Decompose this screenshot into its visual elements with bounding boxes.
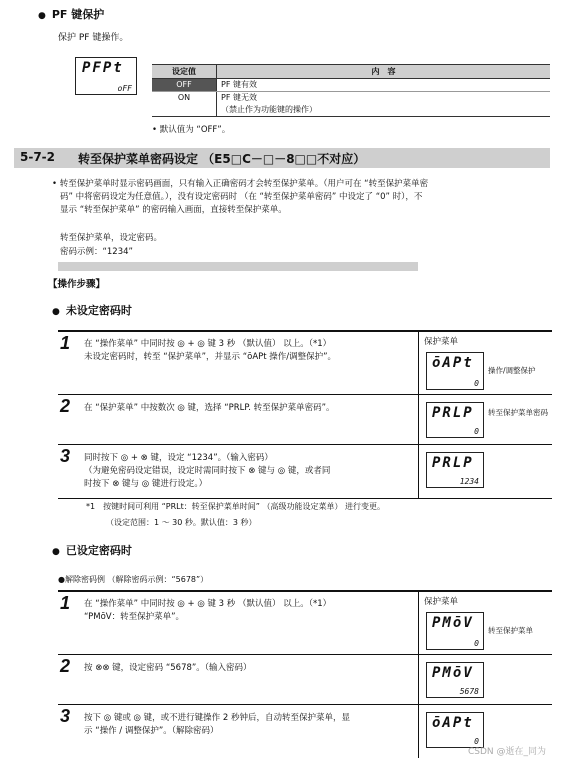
lcd-side-label: 操作/调整保护	[488, 366, 536, 375]
watermark: CSDN @逝在_同为	[468, 747, 547, 757]
no-pw-step1-text: 在 “操作菜单” 中同时按 ◎ + ◎ 键 3 秒 （默认值） 以上。（*1） 未设定密码时，转至 “保护菜单”，并显示 “ōAPt 操作/调整保护”。	[84, 339, 337, 362]
pf-lcd-top: PFPt	[82, 60, 124, 76]
no-pw-step1-lcd: ōAPt 0	[426, 352, 484, 390]
pf-table-row: （禁止作为功能键的操作）	[152, 104, 550, 117]
with-pw-step2-lcd: PMōV 5678	[426, 662, 484, 698]
footnote-2: （设定范围：1 ～ 30 秒。默认值：3 秒）	[106, 518, 257, 527]
with-pw-step1-text: 在 “操作菜单” 中同时按 ◎ + ◎ 键 3 秒 （默认值） 以上。（*1） “PMōV：转至保护菜单”。	[84, 599, 332, 622]
step-number: 1	[60, 593, 71, 613]
no-pw-step3-lcd: PRLP 1234	[426, 452, 484, 488]
footnote-1: *1 按键时间可利用 “PRLt：转至保护菜单时间” （高级功能设定菜单） 进行变更。	[86, 502, 385, 511]
pf-lcd-bottom: oFF	[117, 84, 132, 93]
with-pw-heading: ● 已设定密码时	[52, 542, 132, 558]
pf-heading: ● PF 键保护	[38, 6, 104, 22]
panel-title: 保护菜单	[424, 597, 459, 607]
no-pw-step2-text: 在 “保护菜单” 中按数次 ◎ 键，选择 “PRLP. 转至保护菜单密码”。	[84, 403, 335, 413]
procedure-label: 【操作步骤】	[48, 279, 106, 290]
pf-table-row: ON PF 键无效	[152, 91, 550, 104]
no-pw-heading: ● 未设定密码时	[52, 302, 132, 318]
with-pw-step3-text: 按下 ◎ 键或 ◎ 键，或不进行键操作 2 秒钟后，自动转至保护菜单，显 示 “操作 / 调整保护”。（解除密码）	[84, 713, 350, 736]
pf-table-head-content: 内 容	[371, 67, 396, 76]
section-number: 5-7-2	[20, 150, 56, 164]
no-pw-step3-text: 同时按下 ◎ + ⊗ 键，设定 “1234”。（输入密码） （为避免密码设定错误，设定时需同时按下 ⊗ 键与 ◎ 键，或者同 时按下 ⊗ 键与 ◎ 键进行设定。）	[84, 453, 331, 489]
with-pw-step2-text: 按 ⊗⊗ 键，设定密码 “5678”。（输入密码）	[84, 663, 252, 673]
with-pw-step3-lcd: ōAPt 0	[426, 712, 484, 748]
example-line1: 转至保护菜单，设定密码。	[60, 233, 163, 243]
with-pw-step1-lcd: PMōV 0	[426, 612, 484, 650]
section-title: 转至保护菜单密码设定 （E5□C－□－8□□不对应）	[78, 152, 366, 166]
example-gray-bar	[58, 262, 418, 271]
example-line2: 密码示例：“1234”	[60, 247, 133, 257]
pf-lcd	[75, 57, 137, 95]
with-pw-sub: ●解除密码例 （解除密码示例：“5678”）	[58, 575, 209, 584]
pf-desc: 保护 PF 键操作。	[58, 33, 129, 43]
pf-table	[152, 64, 550, 117]
pf-table-row: OFF PF 键有效	[152, 79, 550, 91]
step-number: 2	[60, 396, 71, 416]
lcd-side-label: 转至保护菜单密码	[488, 408, 548, 417]
pf-table-head-value: 设定值	[152, 65, 217, 78]
lcd-side-label: 转至保护菜单	[488, 626, 533, 635]
panel-title: 保护菜单	[424, 337, 459, 347]
step-number: 2	[60, 656, 71, 676]
section-intro: • 转至保护菜单时显示密码画面，只有输入正确密码才会转至保护菜单。（用户可在 “转至保护菜单密 码” 中将密码设定为任意值。），没有设定密码时 （在 “转至保护菜单密码” 中设定了 “0” 时），不 显示 “转至保护菜单” 的密码输入画面，直接转至保护菜单。	[52, 179, 429, 215]
step-number: 3	[60, 706, 71, 726]
no-pw-step2-lcd: PRLP 0	[426, 402, 484, 438]
step-number: 1	[60, 333, 71, 353]
step-number: 3	[60, 446, 71, 466]
pf-note: • 默认值为 “OFF”。	[152, 125, 231, 135]
